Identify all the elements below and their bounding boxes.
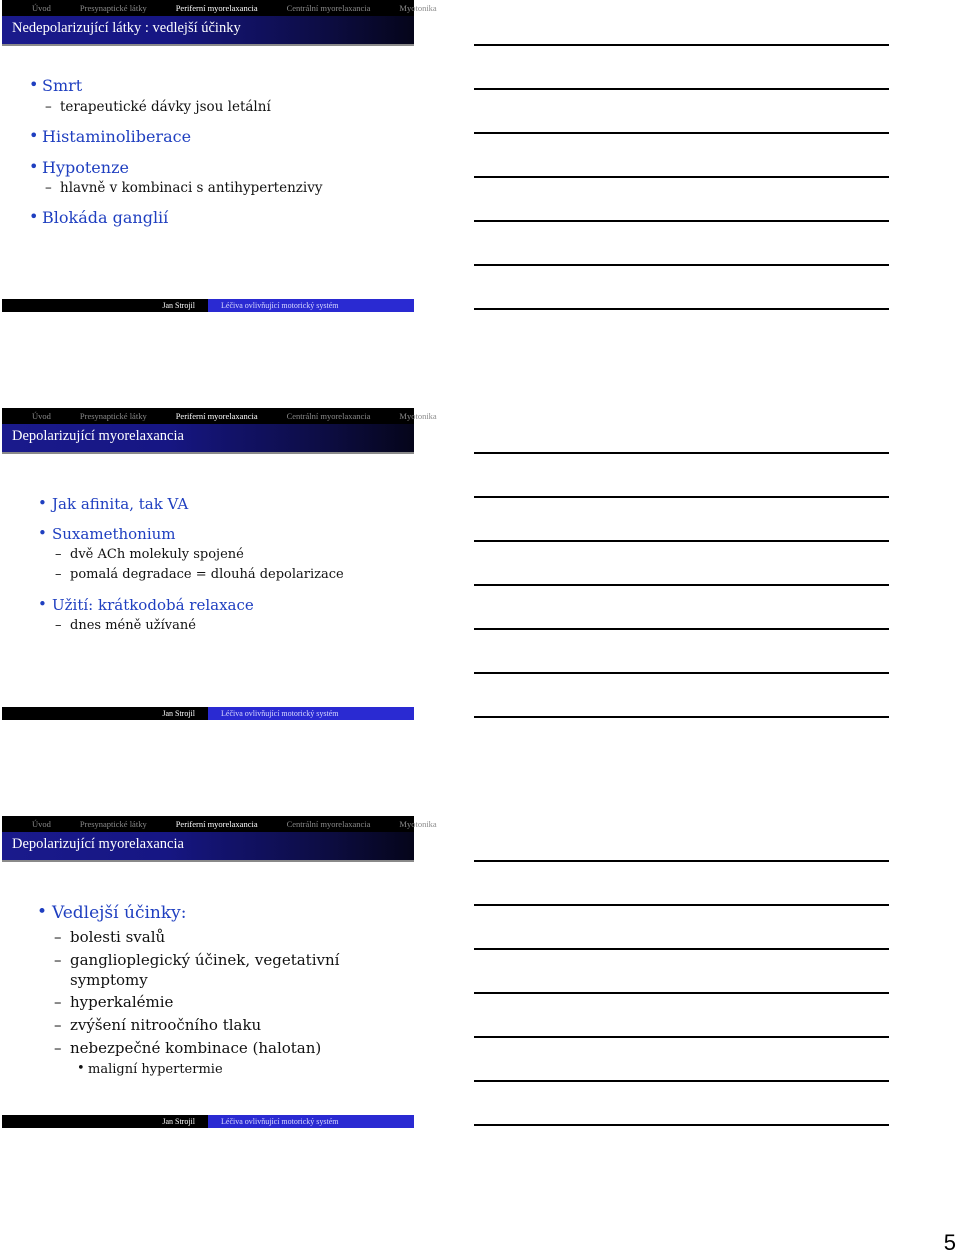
bullet-item <box>29 157 129 177</box>
slide-1 <box>2 0 437 312</box>
bullet-dot-icon: • <box>29 157 39 176</box>
page-number: 5 <box>943 1230 956 1255</box>
slide-footer <box>2 1115 414 1128</box>
nav-item-uvod[interactable]: Úvod <box>32 3 51 13</box>
bullet-dot-icon: • <box>38 524 47 542</box>
bullet-dot-icon: • <box>29 207 39 226</box>
sub-bullet-item <box>55 547 244 562</box>
sub-bullet-item <box>54 951 340 969</box>
note-line <box>474 176 889 178</box>
slide-title: Depolarizující myorelaxancia <box>12 836 184 852</box>
note-line <box>474 948 889 950</box>
sub-bullet-text: symptomy <box>70 971 148 989</box>
footer-author: Jan Strojil <box>2 707 208 720</box>
sub-bullet-item <box>45 180 323 196</box>
bullet-text: Blokáda ganglií <box>42 208 169 227</box>
sub-bullet-text: ganglioplegický účinek, vegetativní <box>70 951 340 969</box>
slide-title: Depolarizující myorelaxancia <box>12 428 184 444</box>
nav-item-myotonika[interactable]: Myotonika <box>399 3 437 13</box>
nav-bar <box>2 408 437 424</box>
sub-sub-bullet-item <box>77 1061 223 1077</box>
sub-sub-bullet-text: maligní hypertermie <box>88 1062 223 1077</box>
note-line <box>474 1124 889 1126</box>
nav-item-periferni[interactable]: Periferní myorelaxancia <box>175 3 258 13</box>
nav-item-presynapticke[interactable]: Presynaptické látky <box>79 411 147 421</box>
bullet-item <box>37 902 187 923</box>
dash-icon: – <box>45 180 52 196</box>
bullet-dot-icon: • <box>77 1061 85 1076</box>
sub-bullet-item <box>54 1039 322 1057</box>
slide-3 <box>2 816 437 1128</box>
dash-icon: – <box>54 1039 62 1057</box>
note-line <box>474 992 889 994</box>
sub-bullet-text: hlavně v kombinaci s antihypertenzivy <box>60 180 323 196</box>
sub-bullet-text: pomalá degradace = dlouhá depolarizace <box>70 567 344 582</box>
dash-icon: – <box>54 928 62 946</box>
slide-footer <box>2 299 414 312</box>
nav-item-uvod[interactable]: Úvod <box>32 411 51 421</box>
note-line <box>474 716 889 718</box>
note-line <box>474 496 889 498</box>
bullet-dot-icon: • <box>37 902 48 922</box>
note-line <box>474 672 889 674</box>
slide-2 <box>2 408 437 720</box>
bullet-text: Suxamethonium <box>52 525 176 543</box>
nav-bar <box>2 816 437 832</box>
note-line <box>474 584 889 586</box>
bullet-text: Vedlejší účinky: <box>52 903 187 923</box>
bullet-item <box>38 494 189 513</box>
sub-bullet-item <box>55 618 196 633</box>
dash-icon: – <box>54 1016 62 1034</box>
nav-item-uvod[interactable]: Úvod <box>32 819 51 829</box>
footer-author: Jan Strojil <box>2 299 208 312</box>
dash-icon: – <box>55 547 62 562</box>
bullet-text: Histaminoliberace <box>42 127 192 146</box>
note-line <box>474 1080 889 1082</box>
bullet-dot-icon: • <box>29 75 39 94</box>
nav-item-centralni[interactable]: Centrální myorelaxancia <box>286 411 371 421</box>
note-line <box>474 904 889 906</box>
nav-item-periferni[interactable]: Periferní myorelaxancia <box>175 819 258 829</box>
note-line <box>474 264 889 266</box>
sub-bullet-text: hyperkalémie <box>70 993 174 1011</box>
note-line <box>474 88 889 90</box>
nav-item-presynapticke[interactable]: Presynaptické látky <box>79 819 147 829</box>
note-line <box>474 132 889 134</box>
bullet-text: Jak afinita, tak VA <box>52 495 189 513</box>
sub-bullet-item <box>54 1016 262 1034</box>
slide-title-bar <box>2 424 414 454</box>
bullet-item <box>38 595 254 614</box>
bullet-dot-icon: • <box>38 494 47 512</box>
slide-title-bar <box>2 16 414 46</box>
sub-bullet-text: bolesti svalů <box>70 928 166 946</box>
nav-bar <box>2 0 437 16</box>
footer-title: Léčiva ovlivňující motorický systém <box>208 1115 414 1128</box>
note-line <box>474 452 889 454</box>
bullet-dot-icon: • <box>29 126 39 145</box>
note-line <box>474 44 889 46</box>
sub-bullet-text: nebezpečné kombinace (halotan) <box>70 1039 322 1057</box>
footer-author: Jan Strojil <box>2 1115 208 1128</box>
bullet-text: Užití: krátkodobá relaxace <box>52 596 254 614</box>
sub-bullet-text: terapeutické dávky jsou letální <box>60 99 271 115</box>
note-line <box>474 1036 889 1038</box>
nav-item-centralni[interactable]: Centrální myorelaxancia <box>286 819 371 829</box>
note-line <box>474 308 889 310</box>
dash-icon: – <box>55 618 62 633</box>
nav-item-presynapticke[interactable]: Presynaptické látky <box>79 3 147 13</box>
sub-bullet-item <box>55 567 344 582</box>
bullet-item <box>38 524 176 543</box>
sub-bullet-continuation <box>70 971 148 989</box>
sub-bullet-text: dnes méně užívané <box>70 618 196 633</box>
note-line <box>474 860 889 862</box>
footer-title: Léčiva ovlivňující motorický systém <box>208 299 414 312</box>
dash-icon: – <box>54 951 62 969</box>
sub-bullet-item <box>45 99 271 115</box>
sub-bullet-item <box>54 993 174 1011</box>
footer-title: Léčiva ovlivňující motorický systém <box>208 707 414 720</box>
bullet-item <box>29 75 83 95</box>
nav-item-periferni[interactable]: Periferní myorelaxancia <box>175 411 258 421</box>
bullet-text: Smrt <box>42 76 83 95</box>
dash-icon: – <box>45 99 52 115</box>
note-line <box>474 540 889 542</box>
slide-title-bar <box>2 832 414 862</box>
bullet-dot-icon: • <box>38 595 47 613</box>
slide-title: Nedepolarizující látky : vedlejší účinky <box>12 20 241 36</box>
nav-item-myotonika[interactable]: Myotonika <box>399 819 437 829</box>
nav-item-centralni[interactable]: Centrální myorelaxancia <box>286 3 371 13</box>
bullet-item <box>29 207 169 227</box>
sub-bullet-text: dvě ACh molekuly spojené <box>70 547 244 562</box>
note-line <box>474 628 889 630</box>
bullet-text: Hypotenze <box>42 158 129 177</box>
dash-icon: – <box>55 567 62 582</box>
slide-footer <box>2 707 414 720</box>
nav-item-myotonika[interactable]: Myotonika <box>399 411 437 421</box>
sub-bullet-text: zvýšení nitroočního tlaku <box>70 1016 262 1034</box>
note-line <box>474 220 889 222</box>
dash-icon: – <box>54 993 62 1011</box>
sub-bullet-item <box>54 928 166 946</box>
bullet-item <box>29 126 192 146</box>
